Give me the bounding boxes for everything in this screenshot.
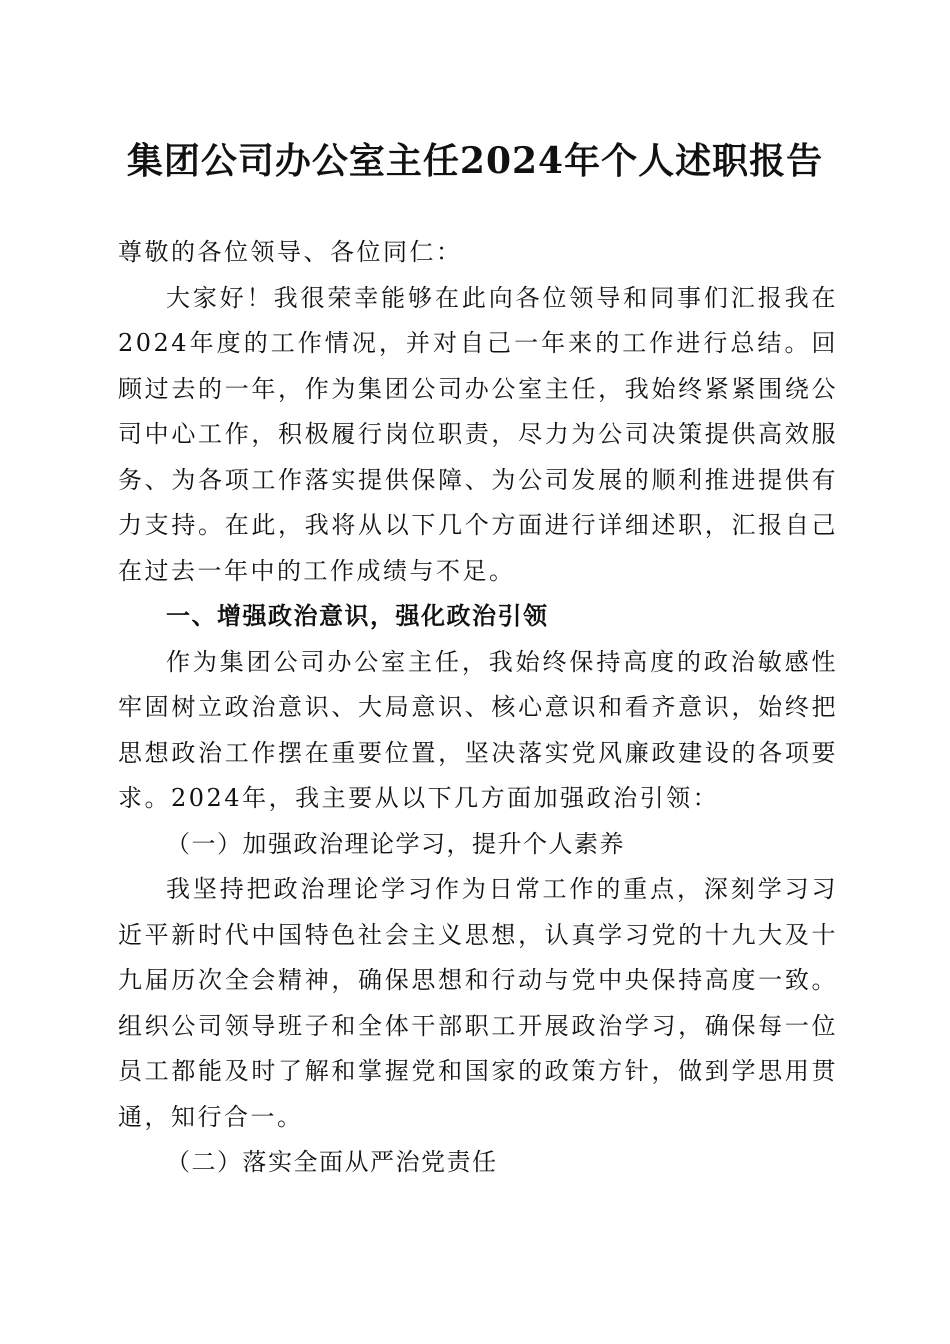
subsection-heading-2: （二）落实全面从严治党责任 bbox=[166, 1148, 498, 1176]
intro-paragraph: 大家好！我很荣幸能够在此向各位领导和同事们汇报我在2024年度的工作情况，并对自己一年来的工作进行总结。回顾过去的一年，作为集团公司办公室主任，我始终紧紧围绕公司中心工作，积极履行岗位职责，尽力为公司决策提供高效服务、为各项工作落实提供保障、为公司发展的顺利推进提供有力支持。在此，我将从以下几个方面进行详细述职，汇报自己在过去一年中的工作成绩与不足。 bbox=[118, 283, 838, 585]
subsection-heading-1: （一）加强政治理论学习，提升个人素养 bbox=[166, 829, 625, 858]
salutation: 尊敬的各位领导、各位同仁： bbox=[118, 238, 463, 266]
document-body bbox=[118, 230, 838, 1186]
section-1-paragraph: 作为集团公司办公室主任，我始终保持高度的政治敏感性牢固树立政治意识、大局意识、核心意识和看齐意识，始终把思想政治工作摆在重要位置，坚决落实党风廉政建设的各项要求。2024年，我主要从以下几方面加强政治引领： bbox=[118, 647, 838, 812]
subsection-1-paragraph: 我坚持把政治理论学习作为日常工作的重点，深刻学习习近平新时代中国特色社会主义思想，认真学习党的十九大及十九届历次全会精神，确保思想和行动与党中央保持高度一致。组织公司领导班子和全体干部职工开展政治学习，确保每一位员工都能及时了解和掌握党和国家的政策方针，做到学思用贯通，知行合一。 bbox=[118, 875, 838, 1131]
section-heading-1: 一、增强政治意识，强化政治引领 bbox=[166, 602, 549, 630]
document-title: 集团公司办公室主任2024年个人述职报告 bbox=[126, 140, 824, 182]
